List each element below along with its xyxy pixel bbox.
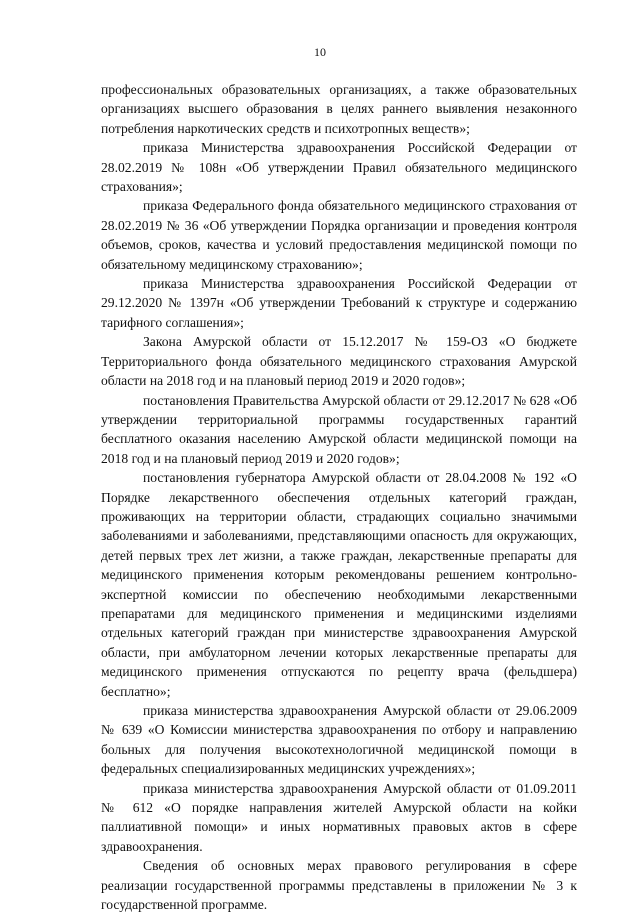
paragraph-1: профессиональных образовательных организациях, а также образовательных организациях высшего образования в целях раннего выявления незаконного потребления наркотических средств и психотропных веществ»; [101,82,577,136]
paragraph-10: Сведения об основных мерах правового регулирования в сфере реализации государственной программы представлены в приложении № 3 к государственной программе. [101,858,577,913]
paragraph-8: приказа министерства здравоохранения Амурской области от 29.06.2009 № 639 «О Комиссии министерства здравоохранения по отбору и направлению больных для получения высокотехнологичной медицинской помощи в федеральных специализированных медицинских учреждениях»; [101,703,577,777]
paragraph-9: приказа министерства здравоохранения Амурской области от 01.09.2011 № 612 «О порядке направления жителей Амурской области на койки паллиативной помощи» и иных нормативных правовых актов в сфере здравоохранения. [101,780,577,854]
document-body [101,80,577,914]
paragraph-3: приказа Федерального фонда обязательного медицинского страхования от 28.02.2019 № 36 «Об утверждении Порядка организации и проведения контроля объемов, сроков, качества и условий предоставления медицинской помощи по обязательному медицинскому страхованию»; [101,198,577,272]
paragraph-2: приказа Министерства здравоохранения Российской Федерации от 28.02.2019 № 108н «Об утверждении Правил обязательного медицинского страхования»; [101,140,577,195]
page-number: 10 [314,45,326,59]
paragraph-6: постановления Правительства Амурской области от 29.12.2017 № 628 «Об утверждении территориальной программы государственных гарантий бесплатного оказания населению Амурской области медицинской помощи на 2018 год и на плановый период 2019 и 2020 годов»; [101,392,577,466]
paragraph-4: приказа Министерства здравоохранения Российской Федерации от 29.12.2020 № 1397н «Об утверждении Требований к структуре и содержанию тарифного соглашения»; [101,276,577,330]
paragraph-5: Закона Амурской области от 15.12.2017 № 159-ОЗ «О бюджете Территориального фонда обязательного медицинского страхования Амурской области на 2018 год и на плановый период 2019 и 2020 годов»; [101,334,577,389]
paragraph-7: постановления губернатора Амурской области от 28.04.2008 № 192 «О Порядке лекарственного обеспечения отдельных категорий граждан, проживающих на территории области, страдающих социально значимыми заболеваниями и заболеваниями, представляющими опасность для окружающих, детей первых трех лет жизни, а также граждан, лекарственные препараты для медицинского применения которым рекомендованы решением контрольно-экспертной комиссии по обеспечению необходимыми лекарственными препаратами для медицинского применения и медицинскими изделиями отдельных категорий граждан при министерстве здравоохранения Амурской области, при амбулаторном лечении которых лекарственные препараты для медицинского применения отпускаются по рецепту врача (фельдшера) бесплатно»; [101,470,577,699]
